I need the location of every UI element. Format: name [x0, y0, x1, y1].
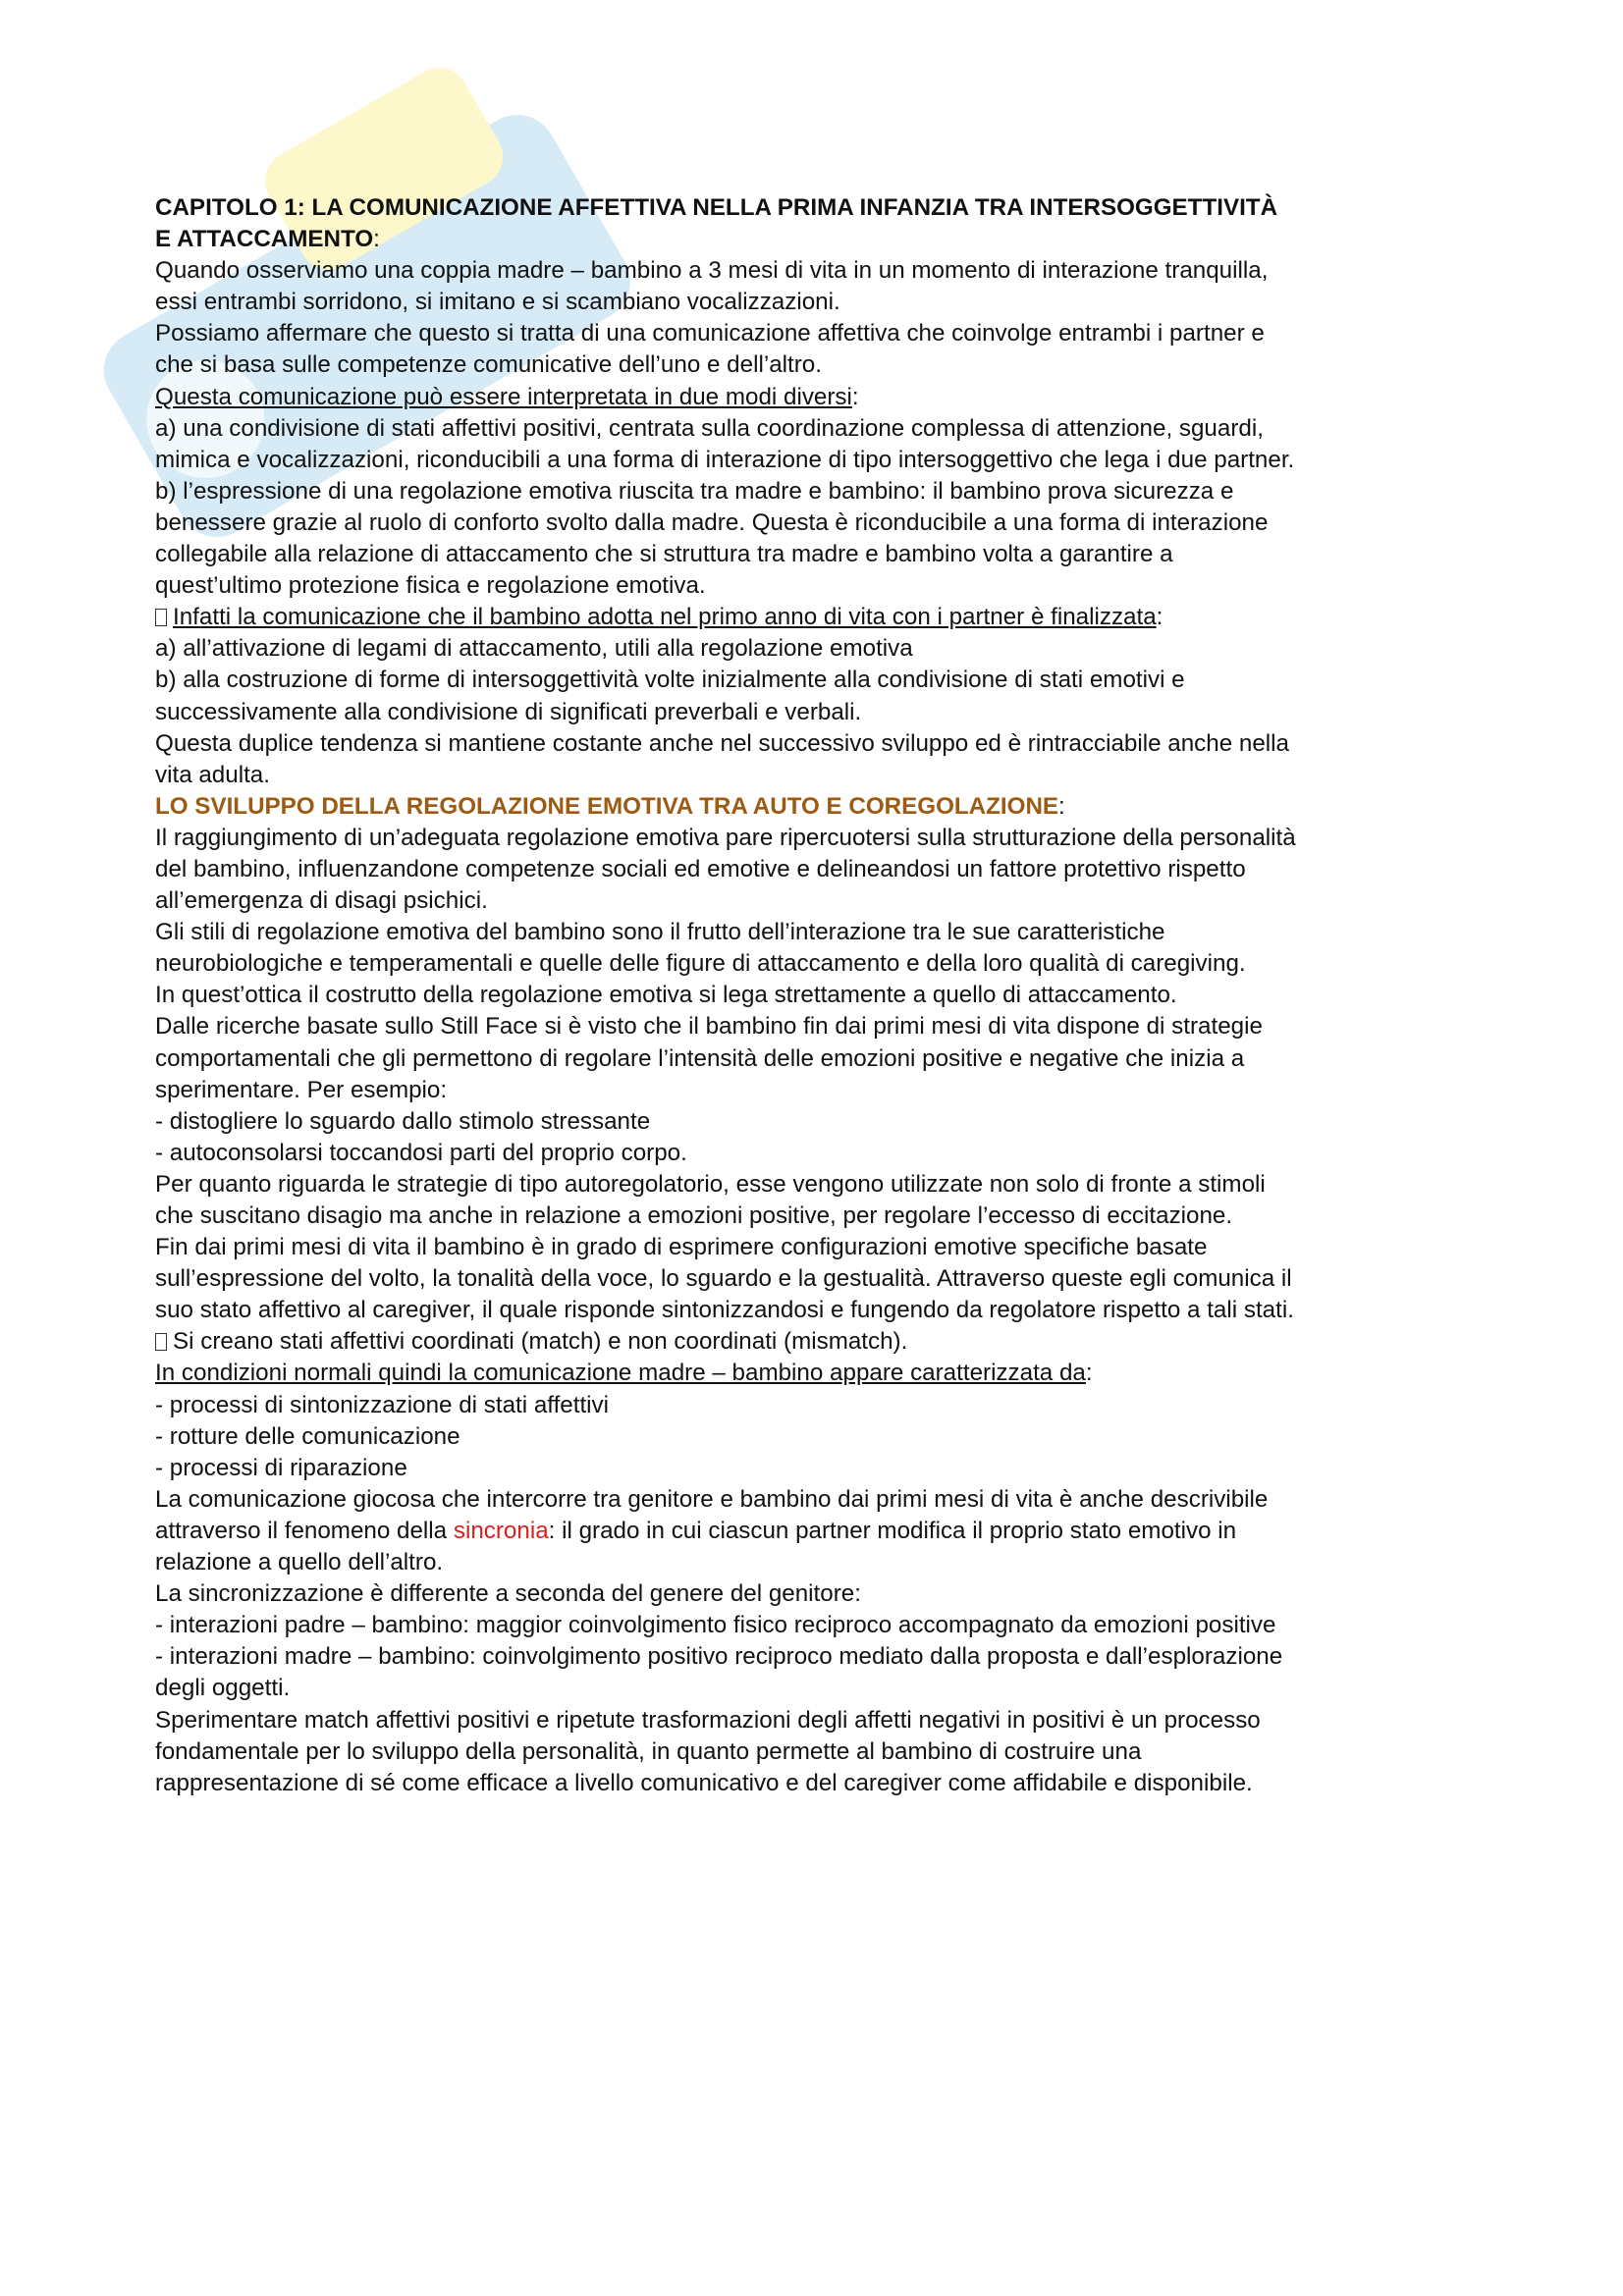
paragraph-line: mimica e vocalizzazioni, riconducibili a una forma di interazione di tipo intersoggettivo che lega i due partner.	[155, 446, 1295, 473]
paragraph-line: Questa duplice tendenza si mantiene costante anche nel successivo sviluppo ed è rintracciabile anche nella	[155, 729, 1289, 757]
paragraph-line: quest’ultimo protezione fisica e regolazione emotiva.	[155, 572, 706, 600]
paragraph-line: che si basa sulle competenze comunicative dell’uno e dell’altro.	[155, 351, 822, 379]
section-heading: LO SVILUPPO DELLA REGOLAZIONE EMOTIVA TRA AUTO E COREGOLAZIONE:	[155, 792, 1065, 820]
paragraph-line: all’emergenza di disagi psichici.	[155, 887, 488, 915]
paragraph-line: degli oggetti.	[155, 1675, 291, 1702]
chapter-title-cont: E ATTACCAMENTO:	[155, 226, 380, 253]
paragraph-line: Possiamo affermare che questo si tratta di una comunicazione affettiva che coinvolge entrambi i partner e	[155, 320, 1265, 347]
paragraph-line: relazione a quello dell’altro.	[155, 1549, 444, 1576]
list-item: - autoconsolarsi toccandosi parti del proprio corpo.	[155, 1139, 687, 1166]
paragraph-line: Quando osserviamo una coppia madre – bambino a 3 mesi di vita in un momento di interazione tranquilla,	[155, 257, 1269, 285]
arrow-bullet-icon	[155, 609, 167, 626]
paragraph-line: Sperimentare match affettivi positivi e ripetute trasformazioni degli affetti negativi in positivi è un processo	[155, 1706, 1261, 1734]
list-item: - processi di riparazione	[155, 1454, 407, 1481]
paragraph-line: Per quanto riguarda le strategie di tipo autoregolatorio, esse vengono utilizzate non solo di fronte a stimoli	[155, 1170, 1266, 1198]
paragraph-line: fondamentale per lo sviluppo della personalità, in quanto permette al bambino di costruire una	[155, 1737, 1142, 1765]
paragraph-line: Dalle ricerche basate sullo Still Face si è visto che il bambino fin dai primi mesi di vita dispone di strategie	[155, 1013, 1263, 1041]
paragraph-line: sperimentare. Per esempio:	[155, 1076, 448, 1103]
subheading-line: Infatti la comunicazione che il bambino adotta nel primo anno di vita con i partner è finalizzata:	[155, 602, 1490, 633]
chapter-title: CAPITOLO 1: LA COMUNICAZIONE AFFETTIVA NELLA PRIMA INFANZIA TRA INTERSOGGETTIVITÀ	[155, 194, 1278, 221]
paragraph-line: suo stato affettivo al caregiver, il quale risponde sintonizzandosi e fungendo da regolatore rispetto a tali stati.	[155, 1297, 1294, 1324]
paragraph-line: neurobiologiche e temperamentali e quelle delle figure di attaccamento e della loro qualità di caregiving.	[155, 950, 1246, 978]
paragraph-line: Fin dai primi mesi di vita il bambino è in grado di esprimere configurazioni emotive specifiche basate	[155, 1234, 1208, 1261]
list-item: - rotture delle comunicazione	[155, 1422, 460, 1450]
paragraph-line: Si creano stati affettivi coordinati (match) e non coordinati (mismatch).	[155, 1326, 1490, 1358]
paragraph-line: La sincronizzazione è differente a seconda del genere del genitore:	[155, 1580, 861, 1608]
paragraph-line: a) all’attivazione di legami di attaccamento, utili alla regolazione emotiva	[155, 635, 913, 663]
paragraph-line: Il raggiungimento di un’adeguata regolazione emotiva pare ripercuotersi sulla strutturazione della personalità	[155, 824, 1296, 851]
paragraph-line: Gli stili di regolazione emotiva del bambino sono il frutto dell’interazione tra le sue caratteristiche	[155, 919, 1165, 946]
paragraph-line: b) alla costruzione di forme di intersoggettività volte inizialmente alla condivisione di stati emotivi e	[155, 667, 1185, 694]
paragraph-line: In quest’ottica il costrutto della regolazione emotiva si lega strettamente a quello di attaccamento.	[155, 982, 1177, 1009]
paragraph-line: collegabile alla relazione di attaccamento che si struttura tra madre e bambino volta a garantire a	[155, 541, 1173, 568]
paragraph-line: vita adulta.	[155, 761, 270, 788]
paragraph-line: benessere grazie al ruolo di conforto svolto dalla madre. Questa è riconducibile a una forma di interazione	[155, 508, 1269, 536]
paragraph-line: essi entrambi sorridono, si imitano e si scambiano vocalizzazioni.	[155, 289, 840, 316]
paragraph-line: successivamente alla condivisione di significati preverbali e verbali.	[155, 698, 862, 725]
highlighted-term: sincronia	[453, 1517, 549, 1544]
list-item: - interazioni padre – bambino: maggior coinvolgimento fisico reciproco accompagnato da emozioni positive	[155, 1612, 1276, 1639]
paragraph-line: che suscitano disagio ma anche in relazione a emozioni positive, per regolare l’eccesso di eccitazione.	[155, 1202, 1233, 1229]
arrow-bullet-icon	[155, 1333, 167, 1351]
list-item: - interazioni madre – bambino: coinvolgimento positivo reciproco mediato dalla proposta e dall’esplorazione	[155, 1643, 1283, 1671]
paragraph-line: sull’espressione del volto, la tonalità della voce, lo sguardo e la gestualità. Attraverso queste egli comunica il	[155, 1265, 1292, 1293]
subheading-line: In condizioni normali quindi la comunicazione madre – bambino appare caratterizzata da:	[155, 1360, 1093, 1387]
paragraph-line: La comunicazione giocosa che intercorre tra genitore e bambino dai primi mesi di vita è anche descrivibile	[155, 1485, 1269, 1513]
paragraph-line: b) l’espressione di una regolazione emotiva riuscita tra madre e bambino: il bambino prova sicurezza e	[155, 477, 1234, 505]
document-body	[155, 192, 1490, 1799]
list-item: - distogliere lo sguardo dallo stimolo stressante	[155, 1107, 651, 1135]
paragraph-line: comportamentali che gli permettono di regolare l’intensità delle emozioni positive e negative che inizia a	[155, 1044, 1245, 1072]
paragraph-line: attraverso il fenomeno della sincronia: il grado in cui ciascun partner modifica il proprio stato emotivo in	[155, 1517, 1237, 1544]
list-item: - processi di sintonizzazione di stati affettivi	[155, 1391, 610, 1418]
subheading-line: Questa comunicazione può essere interpretata in due modi diversi:	[155, 383, 859, 410]
paragraph-line: a) una condivisione di stati affettivi positivi, centrata sulla coordinazione complessa di attenzione, sguardi,	[155, 414, 1264, 442]
paragraph-line: rappresentazione di sé come efficace a livello comunicativo e del caregiver come affidabile e disponibile.	[155, 1769, 1253, 1796]
paragraph-line: del bambino, influenzandone competenze sociali ed emotive e delineandosi un fattore protettivo rispetto	[155, 855, 1246, 882]
